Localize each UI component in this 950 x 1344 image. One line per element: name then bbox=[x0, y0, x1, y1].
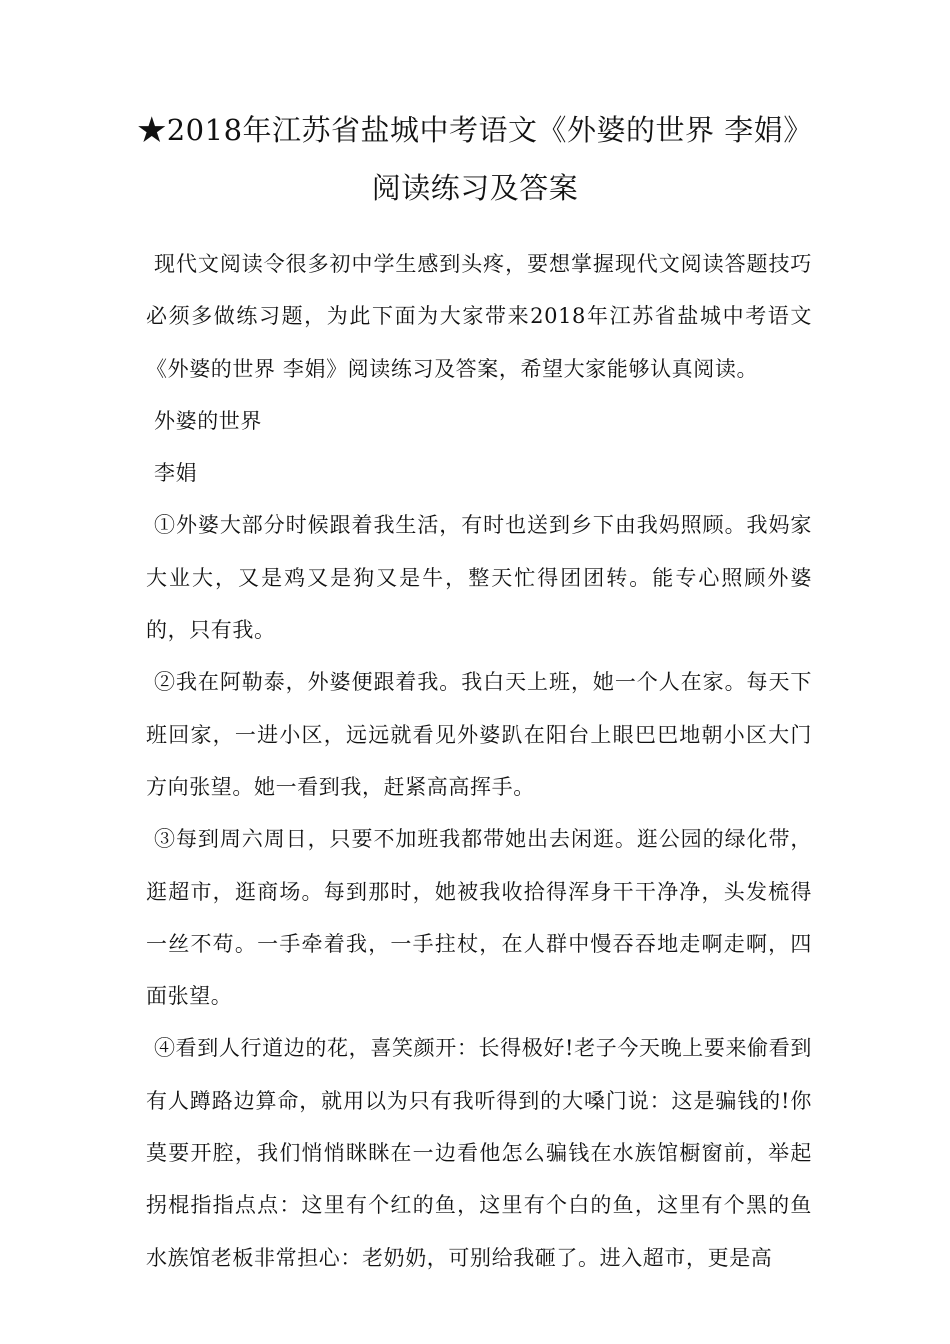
title-line-1: ★2018年江苏省盐城中考语文《外婆的世界 李娟》 bbox=[137, 113, 813, 147]
intro-paragraph: 现代文阅读令很多初中学生感到头疼，要想掌握现代文阅读答题技巧必须多做练习题，为此下面为大家带来2018年江苏省盐城中考语文《外婆的世界 李娟》阅读练习及答案，希望大家能够认真阅读。 bbox=[146, 252, 812, 381]
paragraph-3: ③每到周六周日，只要不加班我都带她出去闲逛。逛公园的绿化带，逛超市，逛商场。每到那时，她被我收拾得浑身干干净净，头发梳得一丝不苟。一手牵着我，一手拄杖，在人群中慢吞吞地走啊走啊，四面张望。 bbox=[146, 827, 812, 1009]
paragraph-2: ②我在阿勒泰，外婆便跟着我。我白天上班，她一个人在家。每天下班回家，一进小区，远远就看见外婆趴在阳台上眼巴巴地朝小区大门方向张望。她一看到我，赶紧高高挥手。 bbox=[146, 670, 812, 799]
paragraph-4: ④看到人行道边的花，喜笑颜开：长得极好!老子今天晚上要来偷看到有人蹲路边算命，就用以为只有我听得到的大嗓门说：这是骗钱的!你莫要开腔，我们悄悄眯眯在一边看他怎么骗钱在水族馆橱窗前，举起拐棍指指点点：这里有个红的鱼，这里有个白的鱼，这里有个黑的鱼水族馆老板非常担心：老奶奶，可别给我砸了。进入超市，更是高 bbox=[146, 1036, 812, 1270]
title-line-2: 阅读练习及答案 bbox=[371, 171, 579, 205]
article-author: 李娟 bbox=[154, 461, 198, 486]
article-title: 外婆的世界 bbox=[154, 408, 262, 433]
paragraph-1: ①外婆大部分时候跟着我生活，有时也送到乡下由我妈照顾。我妈家大业大，又是鸡又是狗又是牛，整天忙得团团转。能专心照顾外婆的，只有我。 bbox=[146, 513, 812, 643]
document-body bbox=[146, 238, 812, 1284]
document-title bbox=[100, 101, 850, 217]
